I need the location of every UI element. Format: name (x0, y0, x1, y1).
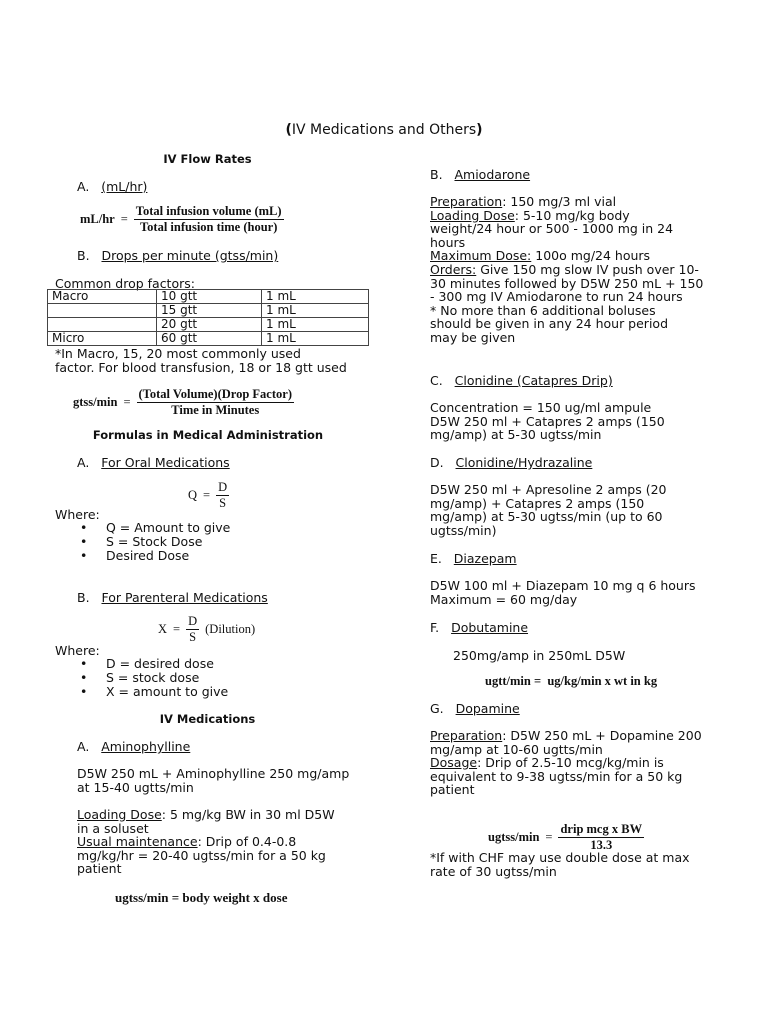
amiodarone-details: Preparation: 150 mg/3 ml vial Loading Dose: 5-10 mg/kg body weight/24 hour or 500 - 1000 mg in 24 hours Maximum Dose: 100o mg/24 hours Orders: Give 150 mg slow IV push over 10- 30 minutes followed by D5W 250 mL + 150 - 300 mg IV Amiodarone to run 24 hours * No more than 6 additional boluses should be given in any 24 hour period may be given (430, 194, 704, 345)
parenteral-formula: X = $\frac{D}{S}$ (Dilution) (158, 614, 256, 644)
flow-b-heading: B. Drops per minute (gtss/min) (77, 248, 279, 263)
where-label-2: Where: (55, 643, 100, 658)
list-item: • S = Stock Dose (60, 535, 230, 549)
oral-heading: A. For Oral Medications (77, 455, 230, 470)
aminophylline-formula: ugtss/min = body weight x dose (115, 890, 288, 905)
diazepam-details: D5W 100 ml + Diazepam 10 mg q 6 hours Maximum = 60 mg/day (430, 578, 696, 607)
ml-hr-formula: mL/hr = $\frac{\text{Total infusion volume (mL)}}{\text{Total infusion time (hour)}}$ (80, 204, 282, 234)
dopamine-chf-note: *If with CHF may use double dose at max rate of 30 ugtss/min (430, 850, 690, 879)
list-item: • D = desired dose (60, 657, 228, 671)
page-title: (IV Medications and Others) (285, 122, 483, 138)
dopamine-heading: G. Dopamine (430, 701, 520, 716)
flow-a-heading: A. (mL/hr) (77, 179, 148, 194)
dopamine-details: Preparation: D5W 250 mL + Dopamine 200 mg/amp at 10-60 ugtts/min Dosage: Drip of 2.5-10 mcg/kg/min is equivalent to 9-38 ugtss/min for a 50 kg patient (430, 728, 702, 798)
oral-variables-list (60, 521, 230, 563)
aminophylline-preparation: D5W 250 mL + Aminophylline 250 mg/amp at 15-40 ugtts/min (77, 766, 350, 795)
iv-flow-rates-heading: IV Flow Rates (163, 152, 252, 166)
parenteral-variables-list (60, 657, 228, 699)
dopamine-formula: ugtss/min = $\frac{\text{drip mcg x BW}}{13.3}$ (488, 822, 643, 852)
common-drop-factors: Common drop factors: (55, 276, 195, 291)
dobutamine-details: 250mg/amp in 250mL D5W (453, 648, 626, 663)
clonidine-details: Concentration = 150 ug/ml ampule D5W 250 ml + Catapres 2 amps (150 mg/amp) at 5-30 ugtss/min (430, 400, 665, 443)
gtss-min-formula: gtss/min = $\frac{\text{(Total Volume)(Drop Factor)}}{\text{Time in Minutes}}$ (73, 387, 292, 417)
diazepam-heading: E. Diazepam (430, 551, 517, 566)
aminophylline-heading: A. Aminophylline (77, 739, 191, 754)
table-row: 15 gtt 1 mL (48, 304, 369, 318)
iv-medications-heading: IV Medications (159, 712, 256, 726)
table-row: 20 gtt 1 mL (48, 318, 369, 332)
list-item: • S = stock dose (60, 671, 228, 685)
aminophylline-dosing: Loading Dose: 5 mg/kg BW in 30 ml D5W in a soluset Usual maintenance: Drip of 0.4-0.8 mg/kg/hr = 20-40 ugtss/min for a 50 kg patient (77, 807, 335, 877)
table-row: Micro 60 gtt 1 mL (48, 332, 369, 346)
dobutamine-formula: ugtt/min = ug/kg/min x wt in kg (485, 674, 658, 688)
list-item: • X = amount to give (60, 685, 228, 699)
table-row: Macro 10 gtt 1 mL (48, 290, 369, 304)
list-item: • Q = Amount to give (60, 521, 230, 535)
clonidine-heading: C. Clonidine (Catapres Drip) (430, 373, 613, 388)
clonidine-hydrazaline-details: D5W 250 ml + Apresoline 2 amps (20 mg/amp) + Catapres 2 amps (150 mg/amp) at 5-30 ugtss/min (up to 60 ugtss/min) (430, 482, 667, 538)
macro-note: *In Macro, 15, 20 most commonly used factor. For blood transfusion, 18 or 18 gtt used (55, 346, 347, 375)
dobutamine-heading: F. Dobutamine (430, 620, 529, 635)
parenteral-heading: B. For Parenteral Medications (77, 590, 268, 605)
drop-factor-table (47, 289, 369, 346)
oral-formula: Q = $\frac{D}{S}$ (188, 480, 228, 510)
clonidine-hydrazaline-heading: D. Clonidine/Hydrazaline (430, 455, 593, 470)
formulas-heading: Formulas in Medical Administration (92, 428, 324, 442)
where-label: Where: (55, 507, 100, 522)
amiodarone-heading: B. Amiodarone (430, 167, 531, 182)
list-item: • Desired Dose (60, 549, 230, 563)
